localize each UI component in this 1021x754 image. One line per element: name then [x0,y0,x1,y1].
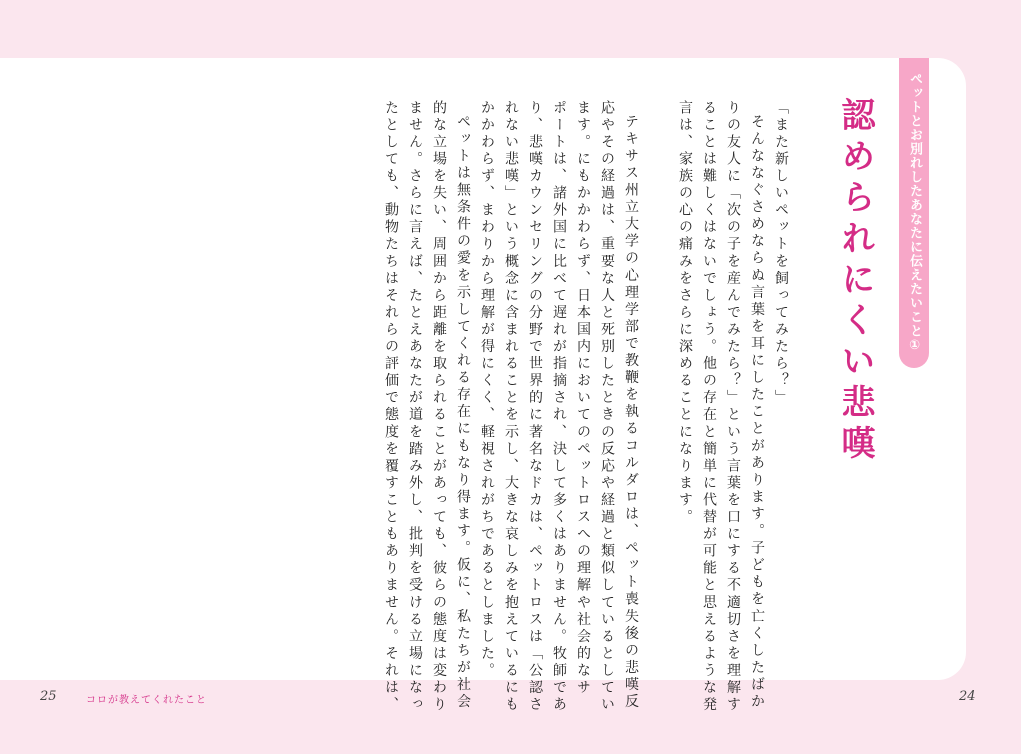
top-band [0,0,1021,58]
page-number-right: 24 [959,689,976,704]
section-heading: 認められにくい悲嘆 [835,97,875,466]
text-column-11: れない悲嘆」という概念に含まれることを示し、大きな哀しみを抱えているにも [503,100,519,714]
text-column-10: り、悲嘆カウンセリングの分野で世界的に著名なドカは、ペットロスは「公認さ [527,100,543,714]
text-column-13: ペットは無条件の愛を示してくれる存在にもなり得ます。仮に、私たちが社会 [455,114,471,711]
text-column-8: ます。にもかかわらず、日本国内においてのペットロスへの理解や社会的なサ [575,100,591,697]
text-column-1: 「また新しいペットを飼ってみたら？」 [773,100,789,407]
text-column-3: りの友人に「次の子を産んでみたら？」という言葉を口にする不適切さを理解す [725,100,741,714]
text-column-4: ることは難しくはないでしょう。他の存在と簡単に代替が可能と思えるような発 [701,100,717,714]
text-column-12: かかわらず、まわりから理解が得にくく、軽視されがちであるとしました。 [479,100,495,680]
chapter-tab [899,58,929,368]
page-number-left: 25 [40,689,57,704]
text-column-14: 的な立場を失い、周囲から距離を取られることがあっても、彼らの態度は変わり [431,100,447,714]
text-column-2: そんななぐさめならぬ言葉を耳にしたことがあります。子どもを亡くしたばか [749,114,765,711]
text-column-6: テキサス州立大学の心理学部で教鞭を執るコルダロは、ペット喪失後の悲嘆反 [623,114,639,711]
text-column-5: 言は、家族の心の痛みをさらに深めることになります。 [677,100,693,527]
text-column-9: ポートは、諸外国に比べて遅れが指摘され、決して多くはありません。牧師であ [551,100,567,714]
chapter-tab-label: ペットとお別れしたあなたに伝えたいこと① [907,72,922,354]
text-column-16: たとしても、動物たちはそれらの評価で態度を覆すこともありません。それは、 [383,100,399,714]
text-column-7: 応やその経過は、重要な人と死別したときの反応や経過と類似しているとしてい [599,100,615,714]
running-head: コロが教えてくれたこと [86,695,207,706]
text-column-15: ません。さらに言えば、たとえあなたが道を踏み外し、批判を受ける立場になっ [407,100,423,714]
